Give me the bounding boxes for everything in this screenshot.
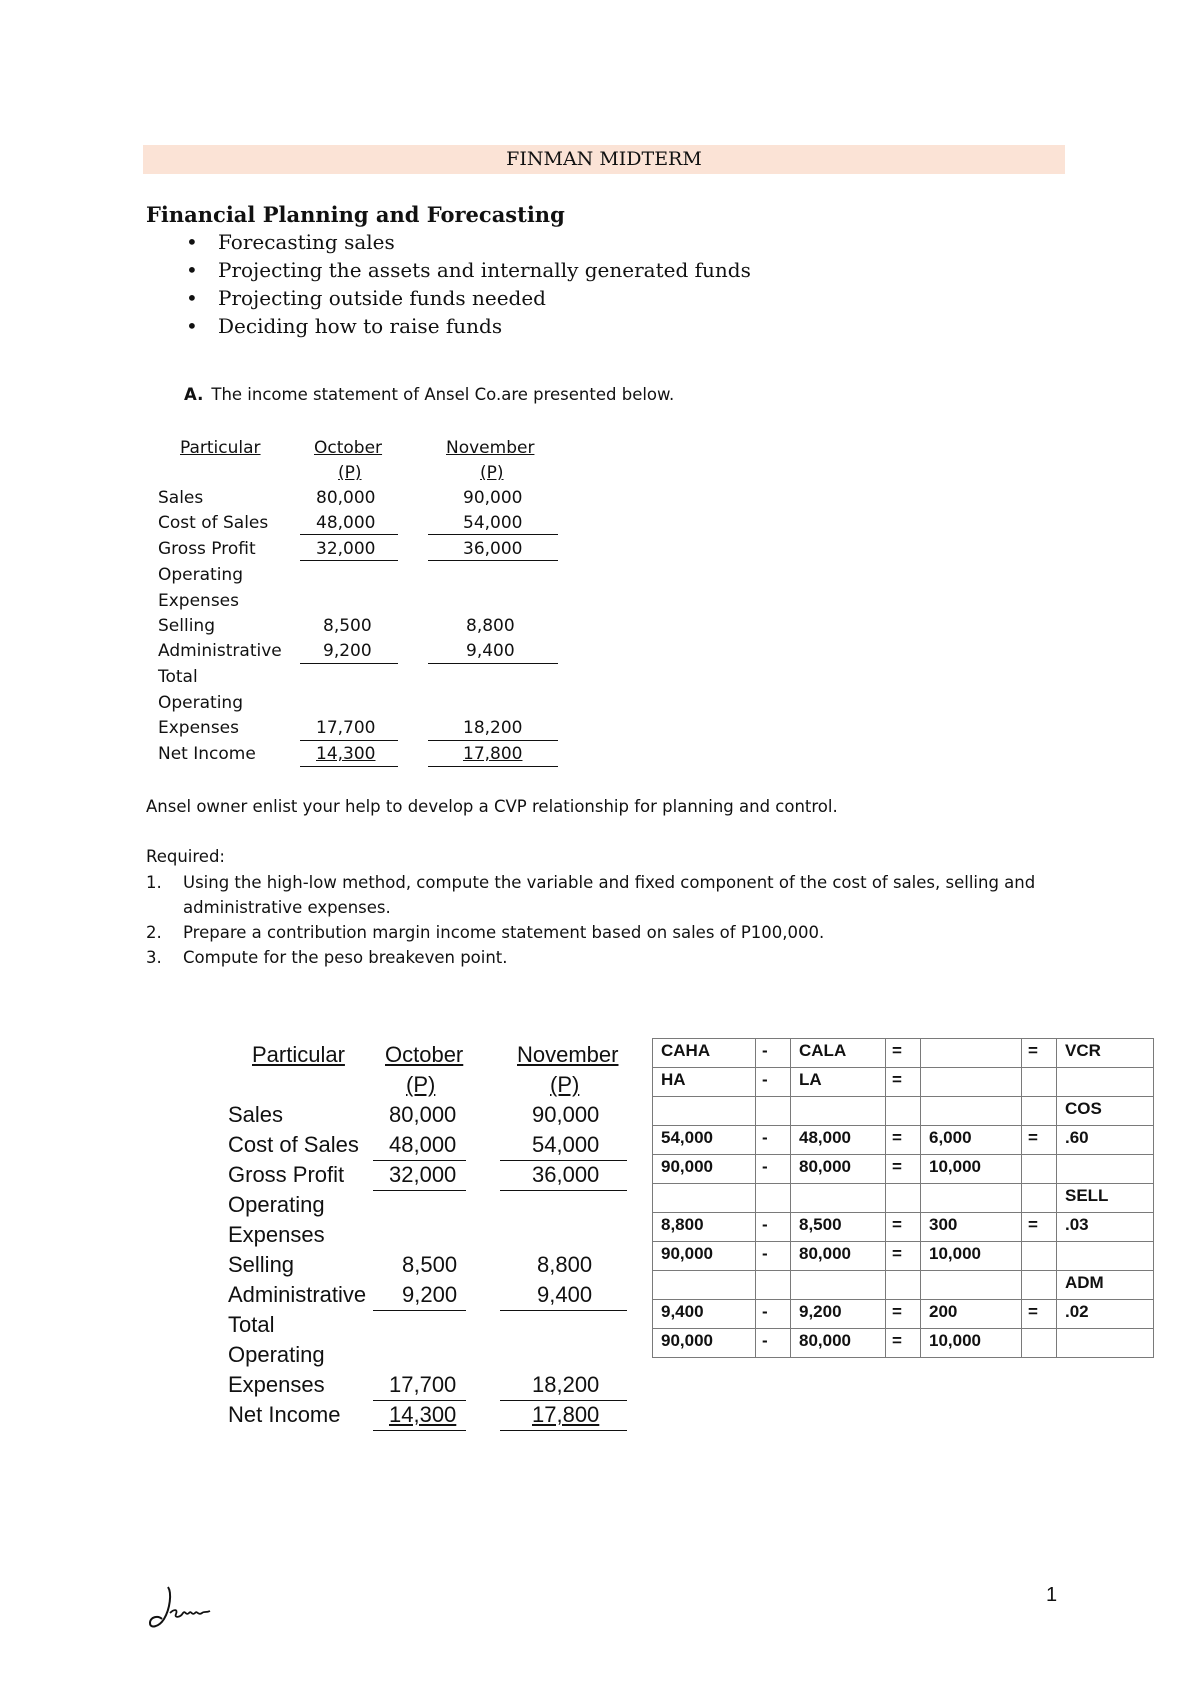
table-cell xyxy=(886,1097,921,1126)
rule xyxy=(500,1400,627,1401)
label-total: Total xyxy=(158,667,198,687)
list-item: • Projecting the assets and internally generated funds xyxy=(186,256,751,284)
oct-sales: 80,000 xyxy=(389,1102,457,1127)
label-gross-profit: Gross Profit xyxy=(158,539,256,559)
table-cell xyxy=(886,1271,921,1300)
table-cell: - xyxy=(756,1068,791,1097)
label-cost-of-sales: Cost of Sales xyxy=(158,513,269,533)
rule xyxy=(300,766,398,767)
table-cell: - xyxy=(756,1126,791,1155)
table-cell xyxy=(653,1184,756,1213)
table-row xyxy=(653,1126,1154,1155)
problem-intro xyxy=(184,385,674,404)
rule xyxy=(373,1310,466,1311)
table-cell: = xyxy=(886,1300,921,1329)
rule xyxy=(300,740,398,741)
header-november: November xyxy=(517,1042,619,1067)
list-item xyxy=(146,870,1046,920)
table-cell xyxy=(791,1184,886,1213)
table-row xyxy=(653,1329,1154,1358)
table-row xyxy=(653,1271,1154,1300)
table-cell: 8,500 xyxy=(791,1213,886,1242)
table-cell: 80,000 xyxy=(791,1155,886,1184)
table-cell xyxy=(756,1097,791,1126)
oct-selling: 8,500 xyxy=(402,1252,458,1277)
table-cell xyxy=(1057,1068,1154,1097)
table-cell: 80,000 xyxy=(791,1329,886,1358)
table-cell: = xyxy=(1022,1300,1057,1329)
table-cell xyxy=(1022,1097,1057,1126)
table-cell: - xyxy=(756,1213,791,1242)
rule xyxy=(300,663,398,664)
table-cell xyxy=(921,1039,1022,1068)
table-cell: 90,000 xyxy=(653,1329,756,1358)
header-particular: Particular xyxy=(180,438,261,458)
list-item: • Projecting outside funds needed xyxy=(186,284,751,312)
label-operating-2: Operating xyxy=(228,1342,325,1367)
table-cell xyxy=(1022,1068,1057,1097)
label-expenses: Expenses xyxy=(158,591,239,611)
list-item xyxy=(146,920,1046,945)
label-administrative: Administrative xyxy=(158,641,282,661)
table-cell: 9,400 xyxy=(653,1300,756,1329)
table-cell: - xyxy=(756,1300,791,1329)
table-cell xyxy=(921,1097,1022,1126)
rule xyxy=(300,560,398,561)
label-expenses-2: Expenses xyxy=(158,718,239,738)
table-cell xyxy=(1022,1329,1057,1358)
rule xyxy=(300,534,398,535)
table-cell: HA xyxy=(653,1068,756,1097)
table-cell xyxy=(1022,1155,1057,1184)
table-cell: = xyxy=(1022,1039,1057,1068)
label-sales: Sales xyxy=(158,488,204,508)
table-cell: - xyxy=(756,1242,791,1271)
rule xyxy=(428,560,558,561)
rule xyxy=(373,1400,466,1401)
label-selling: Selling xyxy=(228,1252,295,1277)
table-row xyxy=(653,1213,1154,1242)
table-cell xyxy=(886,1184,921,1213)
table-cell: COS xyxy=(1057,1097,1154,1126)
nov-selling: 8,800 xyxy=(466,616,515,636)
table-cell xyxy=(1022,1242,1057,1271)
table-cell: 9,200 xyxy=(791,1300,886,1329)
table-cell xyxy=(1057,1329,1154,1358)
table-cell: 10,000 xyxy=(921,1242,1022,1271)
rule xyxy=(500,1190,627,1191)
problem-intro-text: The income statement of Ansel Co.are presented below. xyxy=(211,385,675,404)
item-text: Using the high-low method, compute the variable and fixed component of the cost of sales, selling and administrative expenses. xyxy=(183,873,1036,917)
label-selling: Selling xyxy=(158,616,215,636)
page-number: 1 xyxy=(1046,1584,1058,1606)
header-particular: Particular xyxy=(252,1042,345,1067)
oct-administrative: 9,200 xyxy=(402,1282,458,1307)
table-cell: 10,000 xyxy=(921,1329,1022,1358)
table-cell xyxy=(1022,1184,1057,1213)
table-cell: VCR xyxy=(1057,1039,1154,1068)
table-cell: 6,000 xyxy=(921,1126,1022,1155)
table-cell: = xyxy=(886,1068,921,1097)
nov-sales: 90,000 xyxy=(532,1102,600,1127)
oct-total-opex: 17,700 xyxy=(316,718,376,738)
table-cell: CALA xyxy=(791,1039,886,1068)
rule xyxy=(428,740,558,741)
rule xyxy=(500,1160,627,1161)
header-october: October xyxy=(314,438,383,458)
table-cell: = xyxy=(1022,1213,1057,1242)
table-cell: = xyxy=(886,1155,921,1184)
table-cell xyxy=(1022,1271,1057,1300)
nov-gross-profit: 36,000 xyxy=(532,1162,600,1187)
list-item: • Deciding how to raise funds xyxy=(186,312,751,340)
table-cell: - xyxy=(756,1155,791,1184)
label-cost-of-sales: Cost of Sales xyxy=(228,1132,359,1157)
nov-net-income: 17,800 xyxy=(463,744,523,764)
rule xyxy=(428,534,558,535)
table-cell: 8,800 xyxy=(653,1213,756,1242)
oct-selling: 8,500 xyxy=(323,616,372,636)
label-net-income: Net Income xyxy=(228,1402,341,1427)
header-november: November xyxy=(446,438,535,458)
list-item xyxy=(146,945,1046,970)
table-cell: = xyxy=(886,1329,921,1358)
label-expenses-2: Expenses xyxy=(228,1372,325,1397)
table-cell xyxy=(756,1184,791,1213)
table-cell: .03 xyxy=(1057,1213,1154,1242)
table-cell: = xyxy=(1022,1126,1057,1155)
table-cell: = xyxy=(886,1242,921,1271)
oct-sales: 80,000 xyxy=(316,488,376,508)
oct-net-income: 14,300 xyxy=(316,744,376,764)
nov-cost-of-sales: 54,000 xyxy=(532,1132,600,1157)
table-cell: 90,000 xyxy=(653,1155,756,1184)
oct-gross-profit: 32,000 xyxy=(389,1162,457,1187)
table-row xyxy=(653,1184,1154,1213)
item-text: Compute for the peso breakeven point. xyxy=(183,948,508,967)
nov-net-income: 17,800 xyxy=(532,1402,600,1427)
problem-letter: A. xyxy=(184,385,204,404)
oct-cost-of-sales: 48,000 xyxy=(316,513,376,533)
table-cell xyxy=(791,1271,886,1300)
label-expenses: Expenses xyxy=(228,1222,325,1247)
table-cell: CAHA xyxy=(653,1039,756,1068)
topic-list xyxy=(186,228,751,340)
nov-total-opex: 18,200 xyxy=(463,718,523,738)
header-october: October xyxy=(385,1042,464,1067)
nov-cost-of-sales: 54,000 xyxy=(463,513,523,533)
table-cell xyxy=(653,1271,756,1300)
rule xyxy=(500,1310,627,1311)
required-label: Required: xyxy=(146,847,225,866)
rule xyxy=(500,1430,627,1431)
table-cell: .02 xyxy=(1057,1300,1154,1329)
nov-total-opex: 18,200 xyxy=(532,1372,600,1397)
rule xyxy=(373,1430,466,1431)
nov-sales: 90,000 xyxy=(463,488,523,508)
label-gross-profit: Gross Profit xyxy=(228,1162,345,1187)
table-row xyxy=(653,1097,1154,1126)
table-cell xyxy=(1057,1242,1154,1271)
table-cell: SELL xyxy=(1057,1184,1154,1213)
table-row xyxy=(653,1300,1154,1329)
table-cell: ADM xyxy=(1057,1271,1154,1300)
label-operating: Operating xyxy=(158,565,243,585)
table-cell xyxy=(756,1271,791,1300)
nov-administrative: 9,400 xyxy=(466,641,515,661)
table-cell xyxy=(791,1097,886,1126)
table-cell: 80,000 xyxy=(791,1242,886,1271)
oct-administrative: 9,200 xyxy=(323,641,372,661)
oct-total-opex: 17,700 xyxy=(389,1372,457,1397)
item-number: 2. xyxy=(146,923,162,942)
nov-gross-profit: 36,000 xyxy=(463,539,523,559)
oct-cost-of-sales: 48,000 xyxy=(389,1132,457,1157)
table-cell: - xyxy=(756,1039,791,1068)
list-item: • Forecasting sales xyxy=(186,228,751,256)
header-november-unit: (P) xyxy=(550,1072,580,1097)
rule xyxy=(373,1160,466,1161)
table-cell xyxy=(1057,1155,1154,1184)
table-row xyxy=(653,1039,1154,1068)
table-cell: .60 xyxy=(1057,1126,1154,1155)
signature xyxy=(146,1583,216,1633)
table-cell xyxy=(921,1068,1022,1097)
label-administrative: Administrative xyxy=(228,1282,367,1307)
item-number: 3. xyxy=(146,948,162,967)
item-text: Prepare a contribution margin income statement based on sales of P100,000. xyxy=(183,923,825,942)
item-number: 1. xyxy=(146,873,162,892)
rule xyxy=(428,766,558,767)
nov-selling: 8,800 xyxy=(537,1252,593,1277)
high-low-table xyxy=(652,1038,1154,1358)
table-row xyxy=(653,1155,1154,1184)
header-october-unit: (P) xyxy=(338,463,362,483)
section-title: Financial Planning and Forecasting xyxy=(146,202,565,227)
label-total: Total xyxy=(228,1312,275,1337)
request-text: Ansel owner enlist your help to develop a CVP relationship for planning and control. xyxy=(146,797,838,816)
label-net-income: Net Income xyxy=(158,744,256,764)
nov-administrative: 9,400 xyxy=(537,1282,593,1307)
table-cell: 90,000 xyxy=(653,1242,756,1271)
required-list xyxy=(146,870,1046,970)
table-cell: = xyxy=(886,1213,921,1242)
oct-net-income: 14,300 xyxy=(389,1402,457,1427)
table-cell: 200 xyxy=(921,1300,1022,1329)
table-row xyxy=(653,1242,1154,1271)
oct-gross-profit: 32,000 xyxy=(316,539,376,559)
label-operating-2: Operating xyxy=(158,693,243,713)
table-cell: 54,000 xyxy=(653,1126,756,1155)
table-cell: - xyxy=(756,1329,791,1358)
table-cell: 48,000 xyxy=(791,1126,886,1155)
page-title: FINMAN MIDTERM xyxy=(143,145,1065,174)
label-operating: Operating xyxy=(228,1192,325,1217)
table-cell: = xyxy=(886,1039,921,1068)
table-cell xyxy=(653,1097,756,1126)
table-cell xyxy=(921,1184,1022,1213)
rule xyxy=(373,1190,466,1191)
table-cell: 300 xyxy=(921,1213,1022,1242)
table-cell: = xyxy=(886,1126,921,1155)
rule xyxy=(428,663,558,664)
header-october-unit: (P) xyxy=(406,1072,436,1097)
table-cell: 10,000 xyxy=(921,1155,1022,1184)
table-cell: LA xyxy=(791,1068,886,1097)
table-row xyxy=(653,1068,1154,1097)
header-november-unit: (P) xyxy=(480,463,504,483)
label-sales: Sales xyxy=(228,1102,284,1127)
table-cell xyxy=(921,1271,1022,1300)
